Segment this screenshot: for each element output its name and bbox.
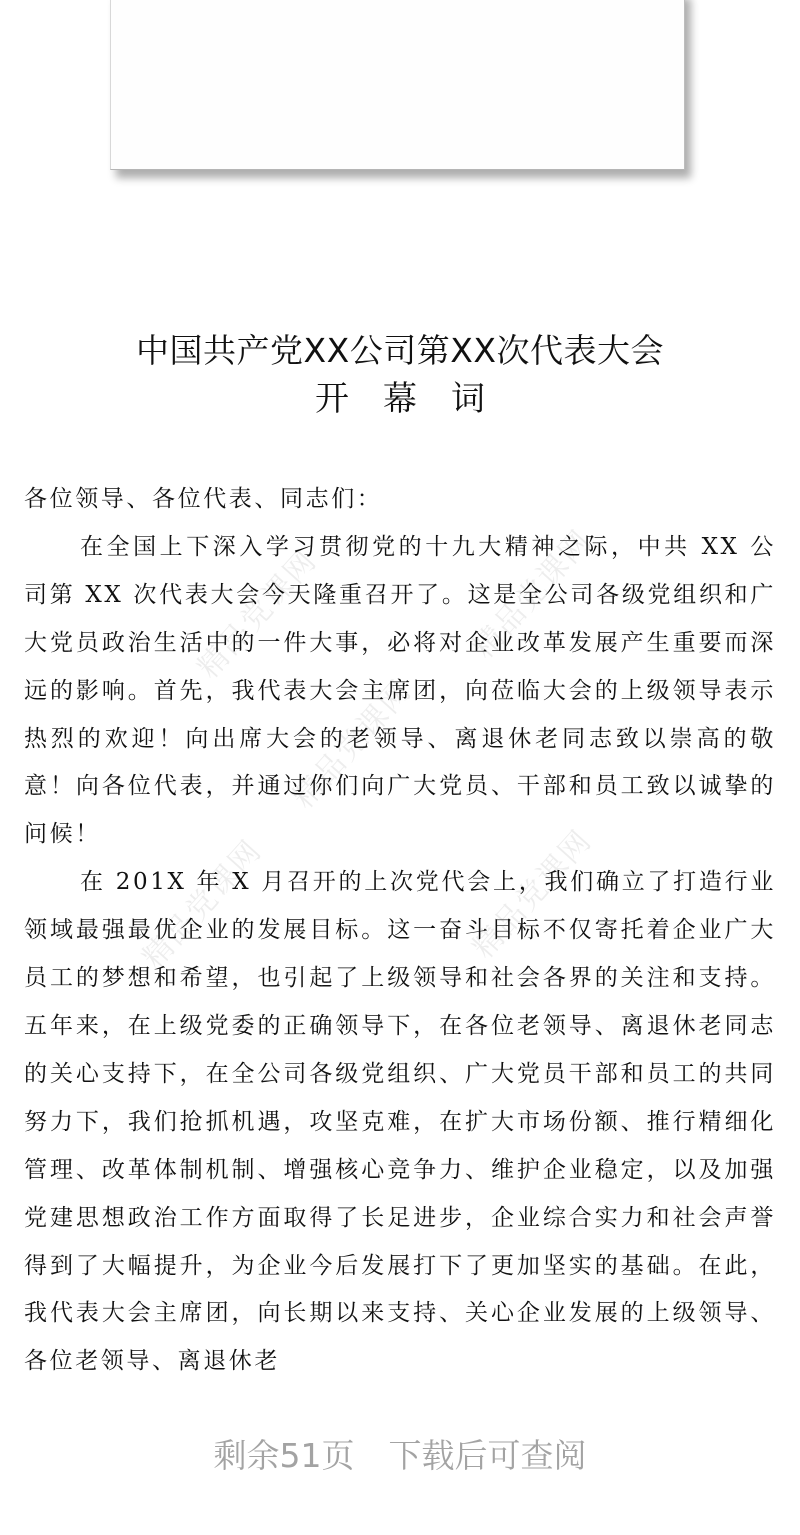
paragraph-1: 在全国上下深入学习贯彻党的十九大精神之际，中共 XX 公司第 XX 次代表大会今天隆重召开了。这是全公司各级党组织和广大党员政治生活中的一件大事，必将对企业改革发展产生重要而深远的影响。首先，我代表大会主席团，向莅临大会的上级领导表示热烈的欢迎！向出席大会的老领导、离退休老同志致以崇高的敬意！向各位代表，并通过你们向广大党员、干部和员工致以诚挚的问候！ <box>24 533 776 848</box>
watermark: 精品党课网 <box>191 543 325 686</box>
title-subtitle: 开幕词 <box>315 379 519 419</box>
previous-page-preview <box>110 0 685 170</box>
download-prompt[interactable] <box>0 1432 800 1480</box>
download-hint-label: 下载后可查阅 <box>388 1436 587 1475</box>
paragraph-2: 在 201X 年 X 月召开的上次党代会上，我们确立了打造行业领域最强最优企业的发展目标。这一奋斗目标不仅寄托着企业广大员工的梦想和希望，也引起了上级领导和社会各界的关注和支持。五年来，在上级党委的正确领导下，在各位老领导、离退休老同志的关心支持下，在全公司各级党组织、广大党员干部和员工的共同努力下，我们抢抓机遇，攻坚克难，在扩大市场份额、推行精细化管理、改革体制机制、增强核心竞争力、维护企业稳定，以及加强党建思想政治工作方面取得了长足进步，企业综合实力和社会声誉得到了大幅提升，为企业今后发展打下了更加坚实的基础。在此，我代表大会主席团，向长期以来支持、关心企业发展的上级领导、各位老领导、离退休老 <box>24 869 776 1375</box>
remaining-pages-label: 剩余51页 <box>213 1436 355 1475</box>
document-body <box>24 476 776 1386</box>
watermark: 精品党课网 <box>466 823 600 966</box>
title-main: 中国共产党XX公司第XX次代表大会 <box>136 331 664 370</box>
document-title <box>0 327 800 423</box>
watermark: 精品党课网 <box>286 673 420 816</box>
salutation: 各位领导、各位代表、同志们： <box>24 486 383 512</box>
watermark: 精品党课网 <box>466 523 600 666</box>
watermark: 精品党课网 <box>136 833 270 976</box>
